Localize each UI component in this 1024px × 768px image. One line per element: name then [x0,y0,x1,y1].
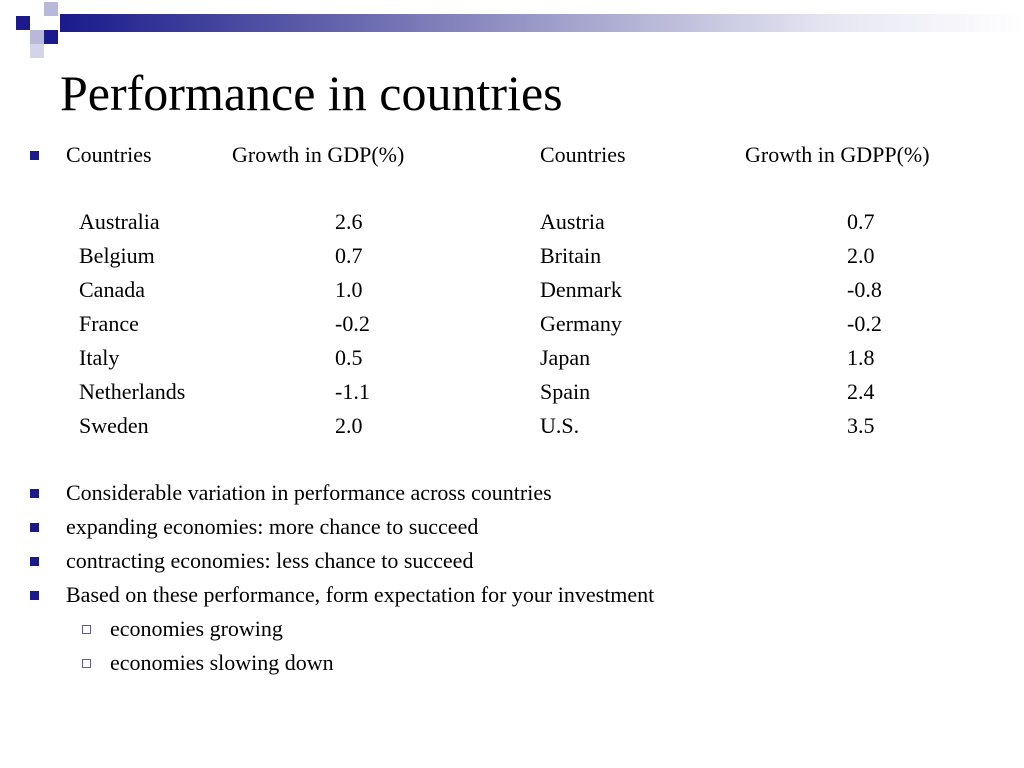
country-name-left: Canada [79,277,145,302]
growth-value-right: 1.8 [847,345,875,370]
sub-bullet-marker [82,659,91,668]
bullet-text: contracting economies: less chance to succeed [66,548,474,573]
decorative-square [16,16,30,30]
header-growth-left: Growth in GDP(%) [232,142,405,167]
decorative-square [44,30,58,44]
growth-value-left: 2.6 [335,209,363,234]
country-name-left: Netherlands [79,379,186,404]
country-name-left: Sweden [79,413,149,438]
growth-value-left: 0.7 [335,243,363,268]
sub-bullet-text: economies growing [110,616,283,641]
slide-title: Performance in countries [60,65,563,121]
header-decoration [0,0,1024,60]
growth-value-right: -0.2 [847,311,882,336]
country-name-right: Britain [540,243,602,268]
bullet-marker [30,557,39,566]
growth-value-right: -0.8 [847,277,882,302]
country-name-left: Belgium [79,243,155,268]
bullet-marker [30,489,39,498]
decorative-square [44,2,58,16]
sub-bullet-marker [82,625,91,634]
growth-value-left: -0.2 [335,311,370,336]
country-name-right: Spain [540,379,591,404]
bullet-marker [30,523,39,532]
sub-bullet-text: economies slowing down [110,650,334,675]
country-name-right: U.S. [540,413,580,438]
country-name-left: France [79,311,139,336]
country-name-left: Australia [79,209,160,234]
decorative-square [30,44,44,58]
bullet-text: Based on these performance, form expectation for your investment [66,582,655,607]
growth-value-left: -1.1 [335,379,370,404]
growth-value-right: 2.0 [847,243,875,268]
country-name-right: Germany [540,311,622,336]
country-name-right: Japan [540,345,591,370]
growth-value-right: 2.4 [847,379,875,404]
country-name-right: Austria [540,209,605,234]
growth-value-left: 0.5 [335,345,363,370]
country-name-left: Italy [79,345,120,370]
growth-value-left: 1.0 [335,277,363,302]
header-gradient-band [60,14,1024,32]
bullet-text: Considerable variation in performance across countries [66,480,552,505]
bullet-text: expanding economies: more chance to succeed [66,514,479,539]
header-growth-right: Growth in GDPP(%) [745,142,930,167]
header-countries-left: Countries [66,142,152,167]
header-countries-right: Countries [540,142,626,167]
bullet-marker [30,591,39,600]
bullet-marker [30,151,39,160]
decorative-square [30,30,44,44]
growth-value-right: 3.5 [847,413,875,438]
country-name-right: Denmark [540,277,622,302]
growth-value-left: 2.0 [335,413,363,438]
growth-value-right: 0.7 [847,209,875,234]
